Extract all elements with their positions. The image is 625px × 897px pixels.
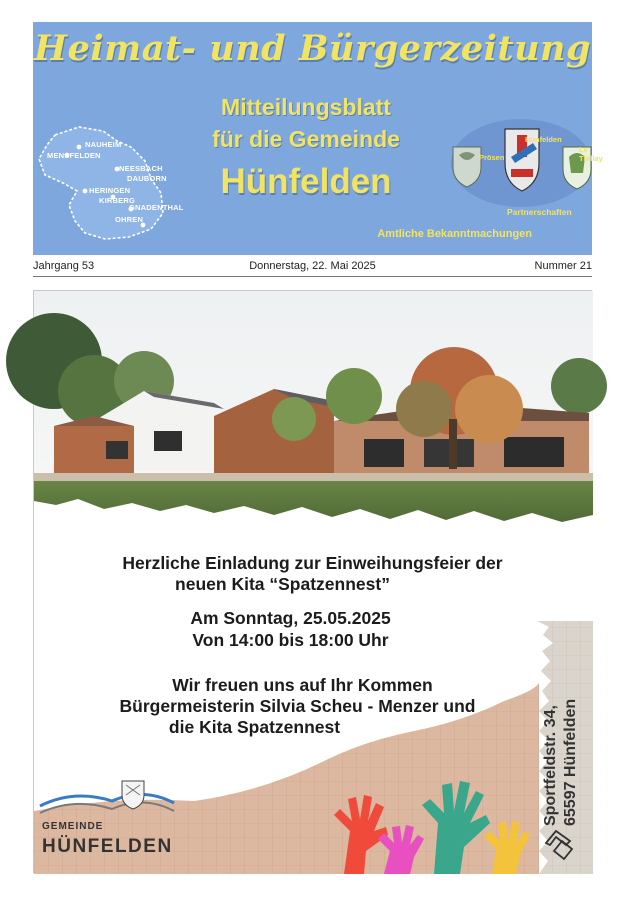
subtitle-line-1: Mitteilungsblatt xyxy=(221,94,391,120)
issue-date: Donnerstag, 22. Mai 2025 xyxy=(249,260,376,272)
map-place-label: HERINGEN xyxy=(89,186,131,195)
welcome-line-2: Bürgermeisterin Silvia Scheu - Menzer und xyxy=(119,696,476,716)
crest-caption: Partnerschaften xyxy=(507,207,572,217)
town-name: Hünfelden xyxy=(220,162,392,201)
event-date: Am Sonntag, 25.05.2025 xyxy=(190,608,391,628)
logo-gemeinde-text: GEMEINDE xyxy=(42,821,104,832)
crest-label-right: Le Thillay xyxy=(579,145,603,163)
address-city: 65597 Hünfelden xyxy=(562,698,579,826)
event-time: Von 14:00 bis 18:00 Uhr xyxy=(192,630,389,650)
issue-info-line xyxy=(33,257,592,277)
official-notice-label: Amtliche Bekanntmachungen xyxy=(377,228,532,240)
issue-volume: Jahrgang 53 xyxy=(33,260,95,272)
subtitle-line-2: für die Gemeinde xyxy=(212,126,400,152)
kita-invitation-poster xyxy=(33,290,592,873)
newspaper-title: Heimat- und Bürgerzeitung xyxy=(34,28,591,69)
partnership-crests xyxy=(445,107,603,222)
crest-label-left: Prösen xyxy=(479,153,505,162)
map-place-label: NEESBACH xyxy=(119,164,163,173)
invitation-line-1: Herzliche Einladung zur Einweihungsfeier der xyxy=(122,553,503,573)
event-address xyxy=(541,586,581,826)
crests-icon xyxy=(445,107,592,222)
crest-label-center: Hünfelden xyxy=(525,135,562,144)
welcome-line-3: die Kita Spatzennest xyxy=(168,717,341,737)
address-street: Sportfeldstr. 34, xyxy=(542,705,559,826)
map-place-label: MENSFELDEN xyxy=(47,151,101,160)
masthead-banner xyxy=(33,22,603,255)
map-place-label: NAUHEIM xyxy=(85,140,122,149)
invitation-line-2: neuen Kita “Spatzennest” xyxy=(175,574,390,594)
welcome-line-1: Wir freuen uns auf Ihr Kommen xyxy=(172,675,433,695)
map-place-label: GNADENTHAL xyxy=(129,203,184,212)
map-place-label: OHREN xyxy=(115,215,144,224)
logo-town-text: HÜNFELDEN xyxy=(42,836,173,857)
map-place-label: DAUBORN xyxy=(127,174,167,183)
issue-number: Nummer 21 xyxy=(534,260,592,272)
map-place-label: KIRBERG xyxy=(99,196,135,205)
